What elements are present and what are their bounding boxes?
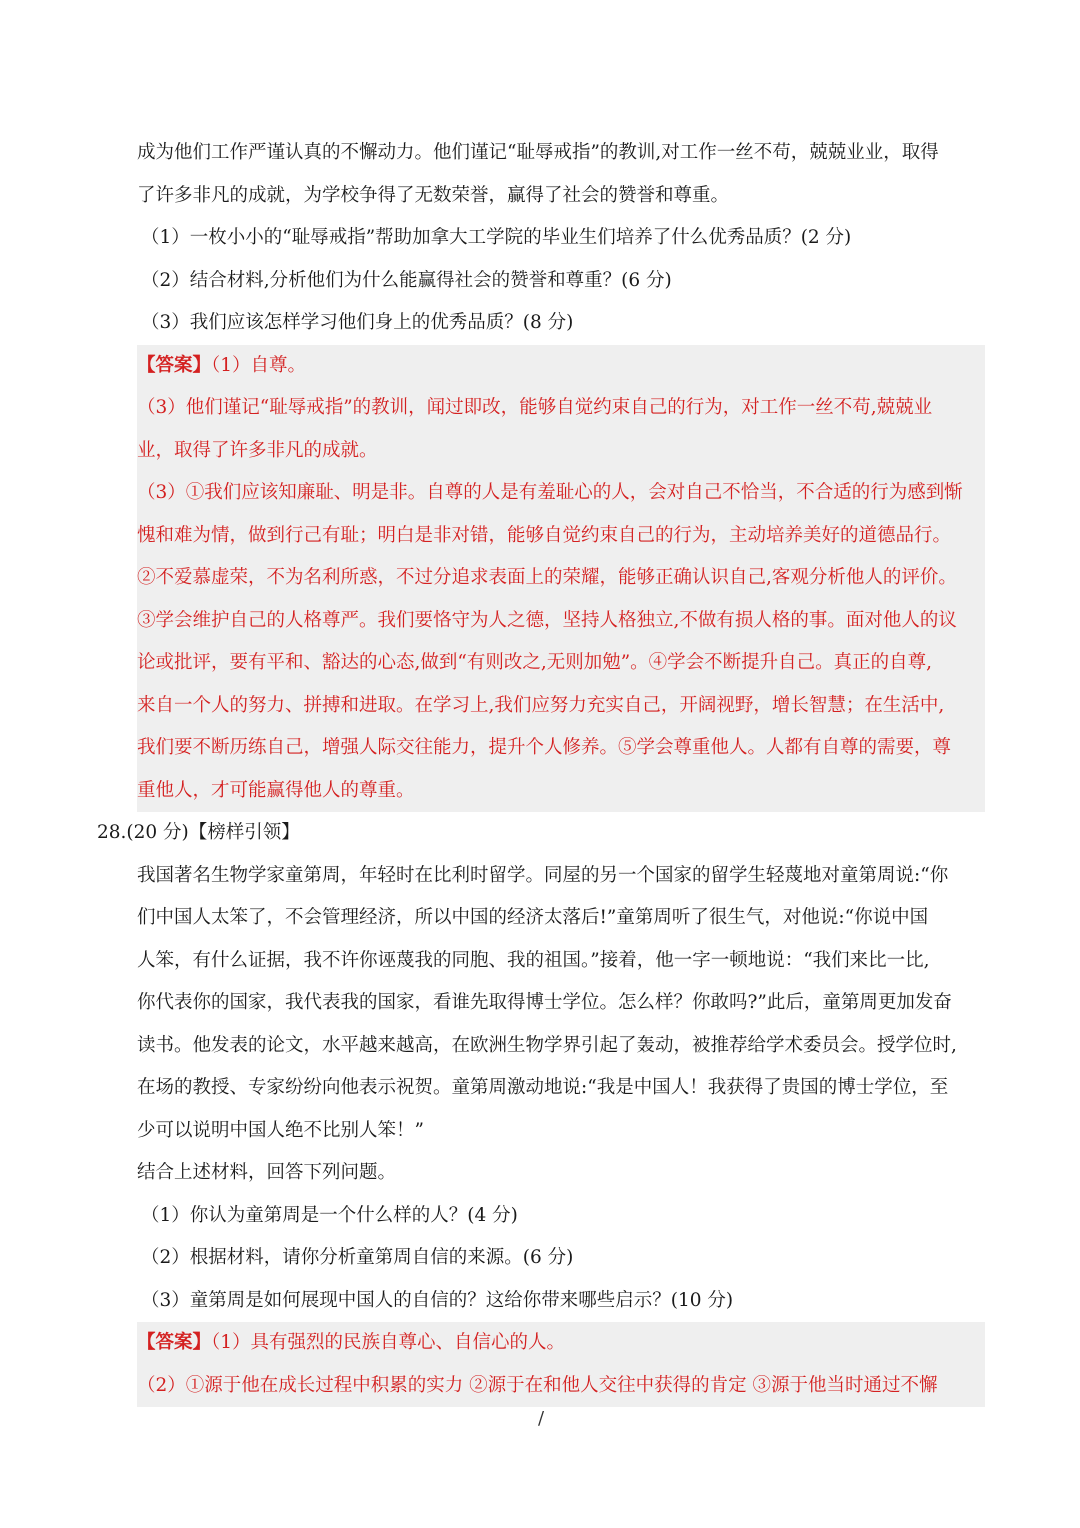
passage-line: 了许多非凡的成就，为学校争得了无数荣誉，赢得了社会的赞誉和尊重。 (137, 184, 730, 206)
question-27-2: （2）结合材料,分析他们为什么能赢得社会的赞誉和尊重？(6 分) (141, 269, 672, 291)
question-28-heading: 28.(20 分)【榜样引领】 (97, 822, 300, 843)
answer-line: 我们要不断历练自己，增强人际交往能力，提升个人修养。⑤学会尊重他人。人都有自尊的需要，尊 (137, 737, 952, 758)
answer-line: ②不爱慕虚荣，不为名利所惑，不过分追求表面上的荣耀，能够正确认识自己,客观分析他人的评价。 (137, 567, 957, 588)
answer-line: （2）①源于他在成长过程中积累的实力 ②源于在和他人交往中获得的肯定 ③源于他当时通过不懈 (137, 1374, 938, 1396)
answer-line: 来自一个人的努力、拼搏和进取。在学习上,我们应努力充实自己，开阔视野，增长智慧；在生活中, (137, 694, 945, 716)
question-28-3: （3）童第周是如何展现中国人的自信的？这给你带来哪些启示？(10 分) (141, 1289, 734, 1311)
passage-line: 们中国人太笨了，不会管理经济，所以中国的经济太落后!”童第周听了很生气，对他说:“你说中国 (137, 907, 929, 928)
answer-line: 重他人，才可能赢得他人的尊重。 (137, 779, 415, 801)
passage-line: 人笨，有什么证据，我不许你诬蔑我的同胞、我的祖国。”接着，他一字一顿地说：“我们来比一比, (137, 949, 930, 971)
passage-line: 成为他们工作严谨认真的不懈动力。他们谨记“耻辱戒指”的教训,对工作一丝不苟，兢兢业业，取得 (137, 142, 939, 163)
answer-28-block (137, 1322, 985, 1407)
answer-tag: 【答案】 (137, 354, 212, 376)
answer-28-first-line (137, 1322, 985, 1365)
passage-line: 你代表你的国家，我代表我的国家，看谁先取得博士学位。怎么样？你敢吗?”此后，童第周更加发奋 (137, 992, 952, 1013)
document-page (97, 132, 985, 1407)
question-27-1: （1）一枚小小的“耻辱戒指”帮助加拿大工学院的毕业生们培养了什么优秀品质？(2 分) (141, 227, 852, 248)
answer-27-block (137, 345, 985, 813)
passage-line: 少可以说明中国人绝不比别人笨！” (137, 1119, 424, 1141)
answer-line: （3）①我们应该知廉耻、明是非。自尊的人是有羞耻心的人，会对自己不恰当，不合适的行为感到惭 (137, 482, 963, 503)
instruction-line: 结合上述材料，回答下列问题。 (137, 1162, 397, 1183)
answer-line: 愧和难为情，做到行己有耻；明白是非对错，能够自觉约束自己的行为，主动培养美好的道德品行。 (137, 524, 952, 546)
question-28-1: （1）你认为童第周是一个什么样的人？(4 分) (141, 1204, 518, 1226)
answer-line: 论或批评，要有平和、豁达的心态,做到“有则改之,无则加勉”。④学会不断提升自己。真正的自尊, (137, 652, 933, 673)
question-27-3: （3）我们应该怎样学习他们身上的优秀品质？(8 分) (141, 312, 574, 333)
passage-line: 在场的教授、专家纷纷向他表示祝贺。童第周激动地说:“我是中国人！我获得了贵国的博士学位，至 (137, 1077, 949, 1098)
answer-tag: 【答案】 (137, 1332, 212, 1353)
answer-text: （1）自尊。 (211, 354, 307, 376)
passage-line: 读书。他发表的论文，水平越来越高，在欧洲生物学界引起了轰动，被推荐给学术委员会。授学位时, (137, 1034, 957, 1056)
page-footer: / (538, 1408, 545, 1429)
answer-27-first-line (137, 345, 985, 388)
answer-line: ③学会维护自己的人格尊严。我们要恪守为人之德，坚持人格独立,不做有损人格的事。面对他人的议 (137, 609, 957, 631)
answer-line: （3）他们谨记“耻辱戒指”的教训，闻过即改，能够自觉约束自己的行为，对工作一丝不苟,兢兢业 (137, 397, 933, 418)
answer-line: 业，取得了许多非凡的成就。 (137, 439, 378, 461)
answer-text: （1）具有强烈的民族自尊心、自信心的人。 (211, 1332, 566, 1353)
question-28-2: （2）根据材料，请你分析童第周自信的来源。(6 分) (141, 1247, 574, 1268)
passage-line: 我国著名生物学家童第周，年轻时在比利时留学。同屋的另一个国家的留学生轻蔑地对童第周说:“你 (137, 864, 949, 886)
